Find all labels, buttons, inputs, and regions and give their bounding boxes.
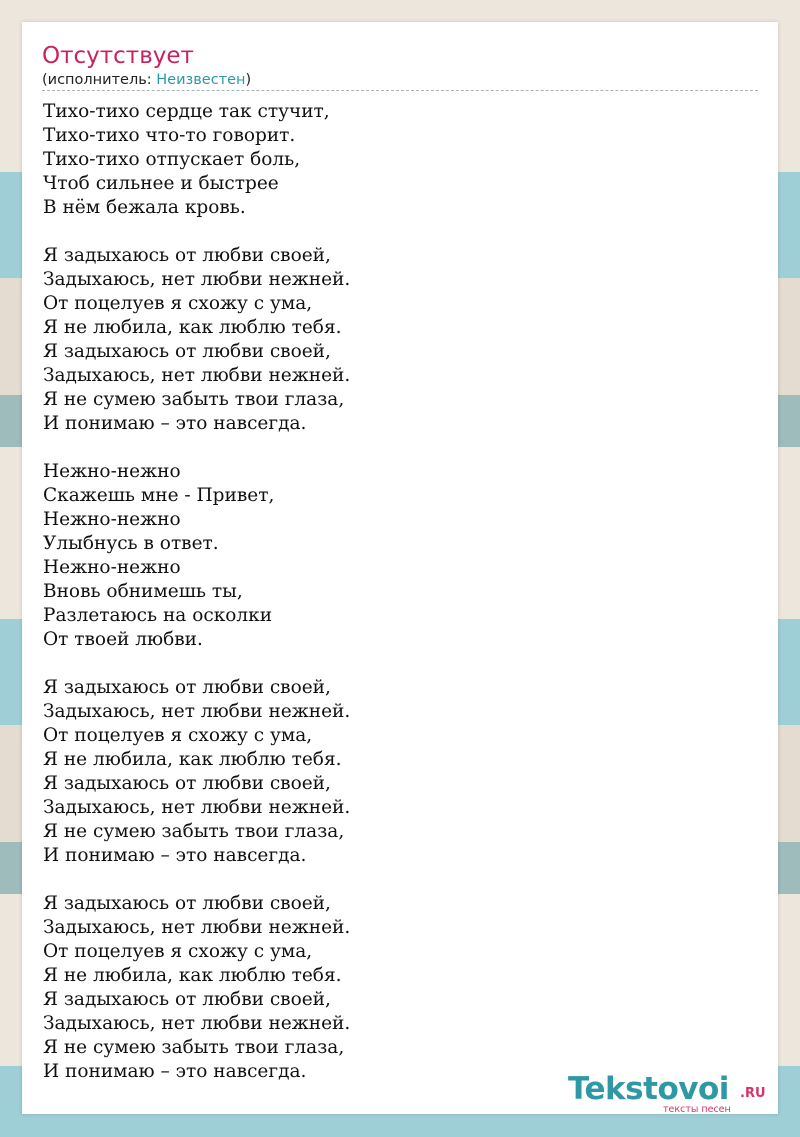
artist-prefix: (исполнитель: bbox=[42, 72, 157, 88]
lyrics-line: Нежно-нежно bbox=[43, 461, 181, 482]
lyrics-line: И понимаю – это навсегда. bbox=[43, 845, 307, 866]
lyrics-line: И понимаю – это навсегда. bbox=[43, 1061, 307, 1082]
artist-line bbox=[42, 71, 251, 89]
lyrics-line: Улыбнусь в ответ. bbox=[43, 533, 219, 554]
lyrics-line: От поцелуев я схожу с ума, bbox=[43, 293, 313, 314]
song-title: Отсутствует bbox=[42, 43, 194, 69]
lyrics-line: Вновь обнимешь ты, bbox=[43, 581, 243, 602]
lyrics-line: В нём бежала кровь. bbox=[43, 197, 246, 218]
lyrics-line: От поцелуев я схожу с ума, bbox=[43, 941, 313, 962]
lyrics-line: Я не сумею забыть твои глаза, bbox=[43, 389, 345, 410]
title-divider bbox=[42, 90, 758, 91]
lyrics-line: Нежно-нежно bbox=[43, 509, 181, 530]
lyrics-line: Я задыхаюсь от любви своей, bbox=[43, 677, 331, 698]
lyrics-line: Задыхаюсь, нет любви нежней. bbox=[43, 1013, 351, 1034]
lyrics-text bbox=[43, 100, 350, 1084]
lyrics-line: От поцелуев я схожу с ума, bbox=[43, 725, 313, 746]
logo-domain: .RU bbox=[740, 1086, 766, 1101]
lyrics-line: Я не сумею забыть твои глаза, bbox=[43, 821, 345, 842]
lyrics-line: Я задыхаюсь от любви своей, bbox=[43, 893, 331, 914]
lyrics-line: Я не любила, как люблю тебя. bbox=[43, 317, 342, 338]
lyrics-line: Задыхаюсь, нет любви нежней. bbox=[43, 365, 351, 386]
site-logo[interactable] bbox=[568, 1070, 773, 1115]
lyrics-line: Я не любила, как люблю тебя. bbox=[43, 965, 342, 986]
lyrics-line: Задыхаюсь, нет любви нежней. bbox=[43, 701, 351, 722]
lyrics-line: Нежно-нежно bbox=[43, 557, 181, 578]
lyrics-line: Я не любила, как люблю тебя. bbox=[43, 749, 342, 770]
logo-wordmark: Tekstovoi bbox=[568, 1071, 729, 1107]
lyrics-line: Я задыхаюсь от любви своей, bbox=[43, 245, 331, 266]
lyrics-line: И понимаю – это навсегда. bbox=[43, 413, 307, 434]
logo-tagline: тексты песен bbox=[663, 1104, 731, 1115]
lyrics-line: Я задыхаюсь от любви своей, bbox=[43, 341, 331, 362]
artist-link[interactable]: Неизвестен bbox=[156, 72, 246, 88]
lyrics-line: Я задыхаюсь от любви своей, bbox=[43, 773, 331, 794]
artist-suffix: ) bbox=[245, 72, 252, 88]
lyrics-line: Чтоб сильнее и быстрее bbox=[43, 173, 279, 194]
lyrics-line: Задыхаюсь, нет любви нежней. bbox=[43, 797, 351, 818]
lyrics-line: От твоей любви. bbox=[43, 629, 203, 650]
lyrics-line: Я задыхаюсь от любви своей, bbox=[43, 989, 331, 1010]
lyrics-line: Разлетаюсь на осколки bbox=[43, 605, 273, 626]
lyrics-line: Задыхаюсь, нет любви нежней. bbox=[43, 917, 351, 938]
lyrics-line: Тихо-тихо что-то говорит. bbox=[43, 125, 296, 146]
lyrics-line: Задыхаюсь, нет любви нежней. bbox=[43, 269, 351, 290]
lyrics-line: Скажешь мне - Привет, bbox=[43, 485, 275, 506]
lyrics-line: Я не сумею забыть твои глаза, bbox=[43, 1037, 345, 1058]
lyrics-line: Тихо-тихо сердце так стучит, bbox=[43, 101, 330, 122]
lyrics-line: Тихо-тихо отпускает боль, bbox=[43, 149, 301, 170]
lyrics-card bbox=[22, 22, 778, 1114]
